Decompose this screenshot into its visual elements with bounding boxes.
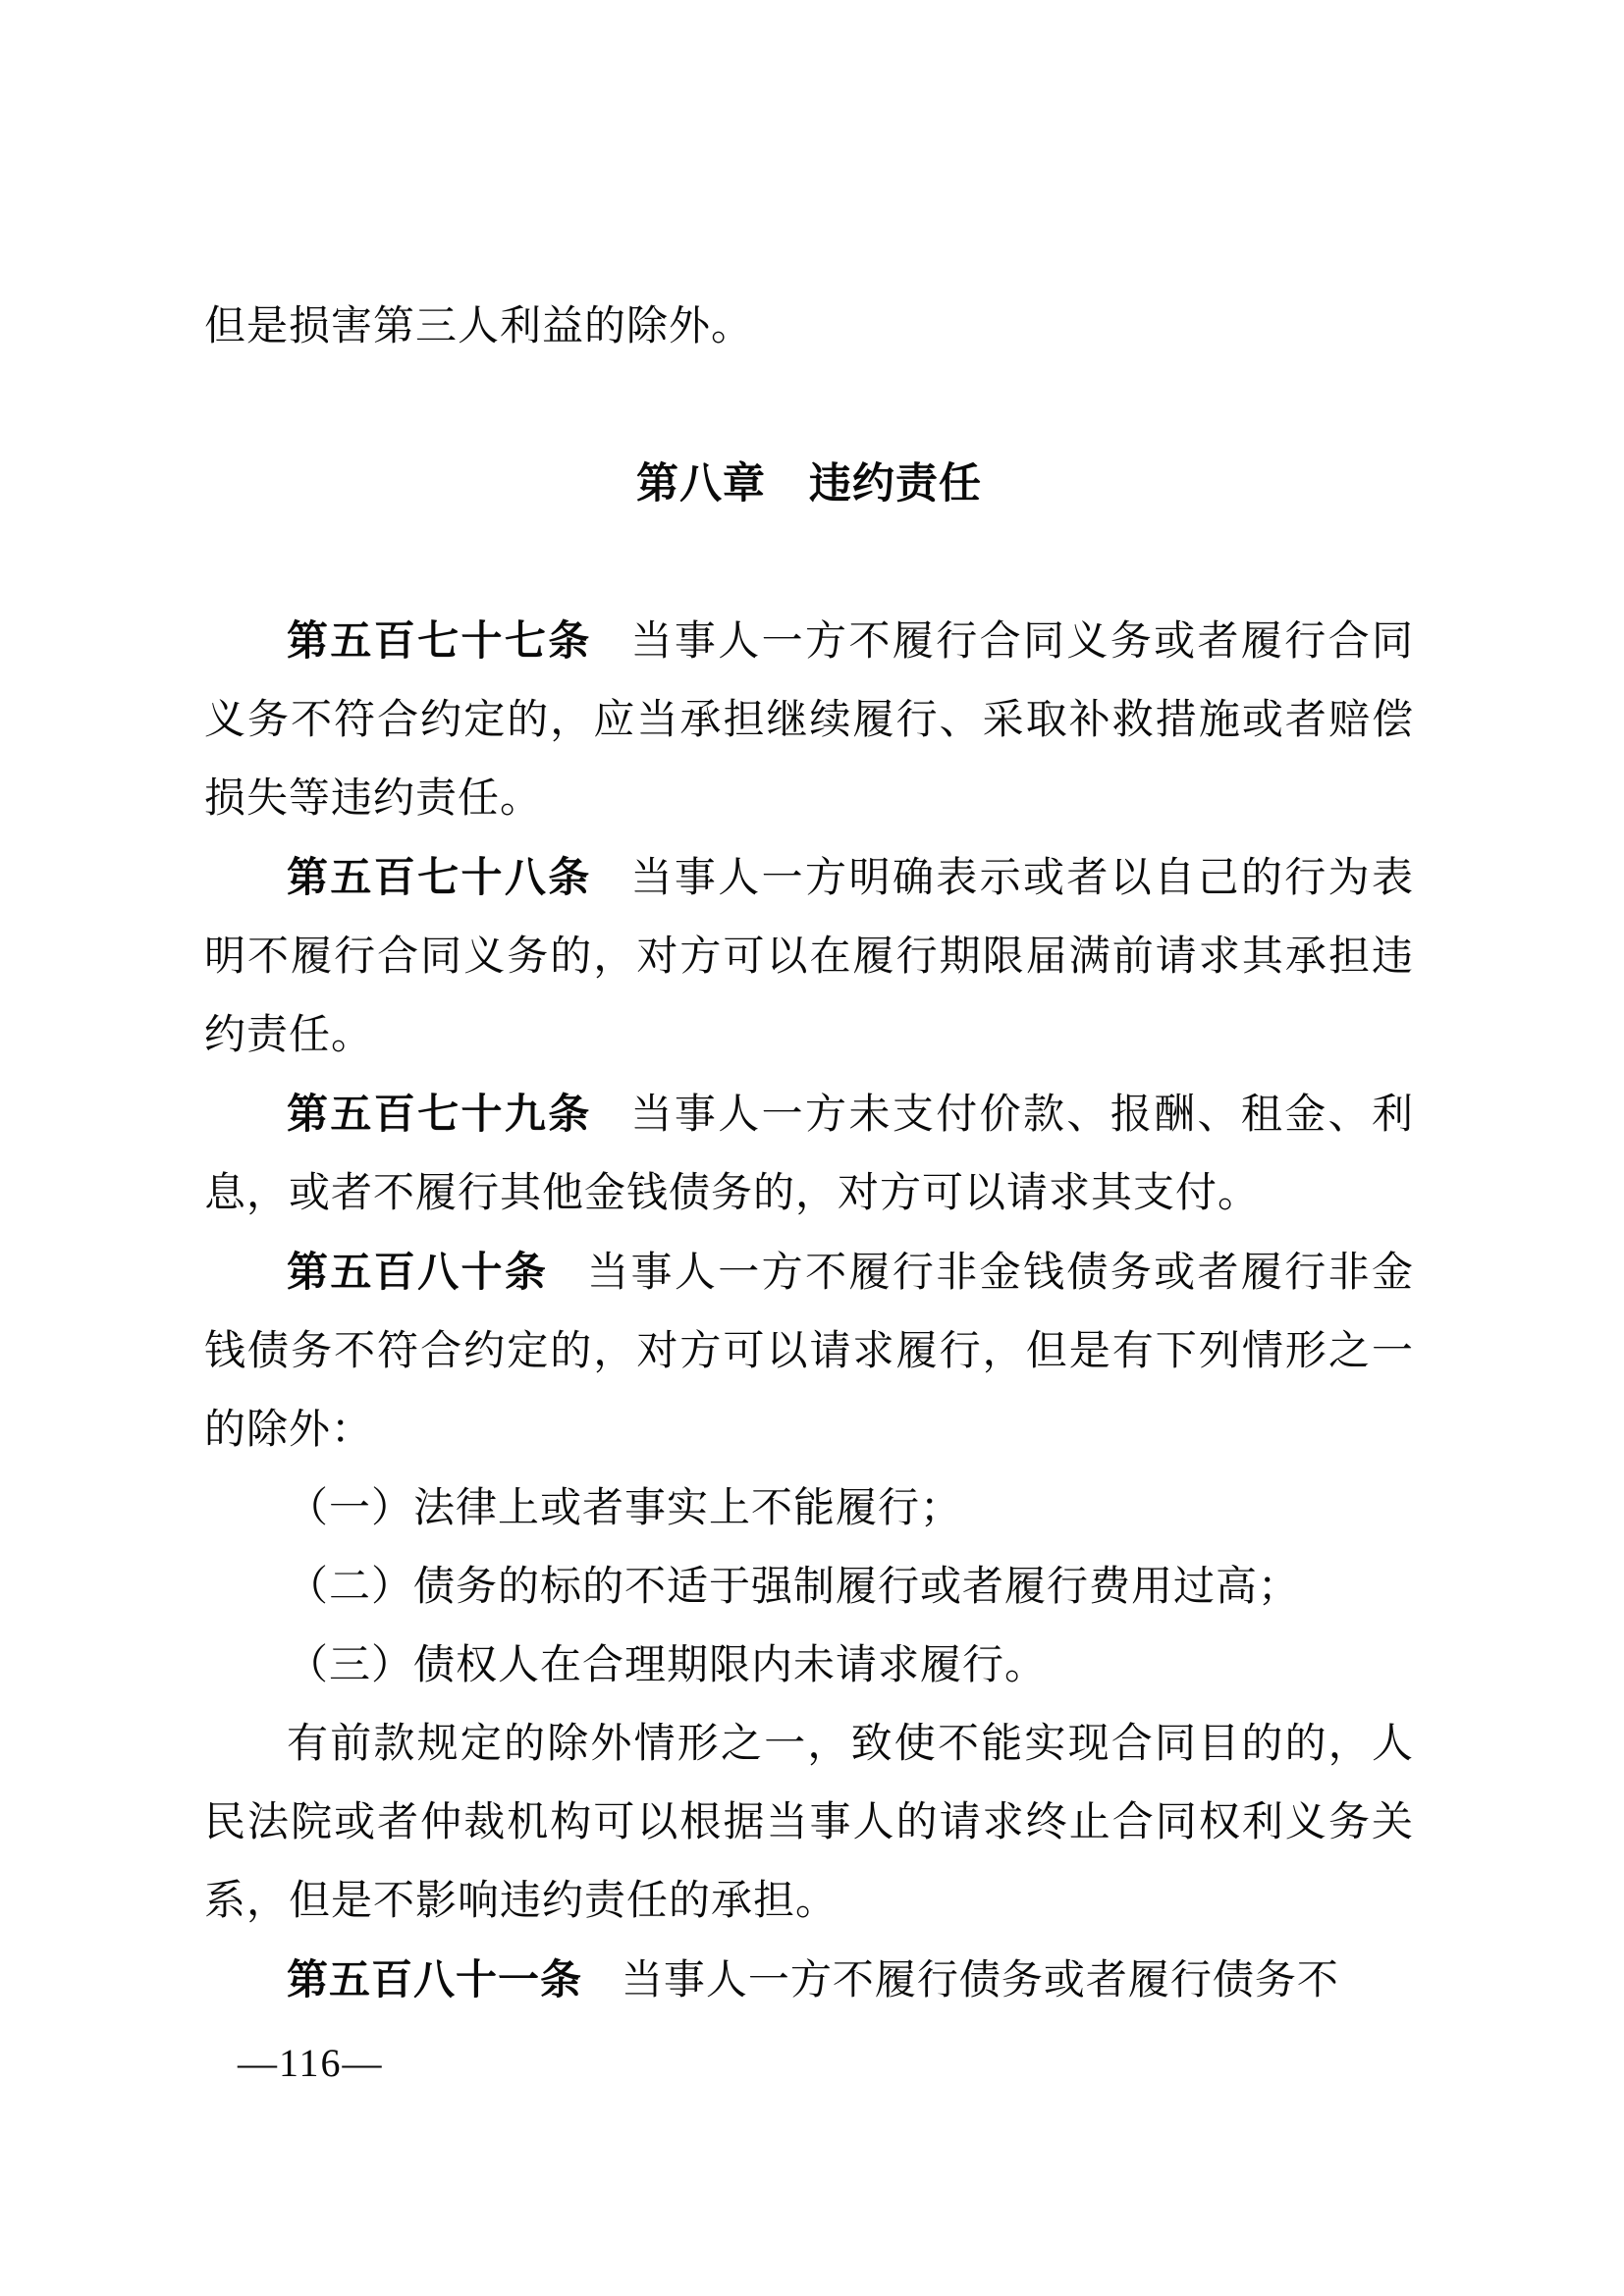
article-580-text: 当事人一方不履行非金钱债务或者履行非金钱债务不符合约定的，对方可以请求履行，但是有下列情形之一的除外： [204, 1251, 1414, 1453]
article-578-paragraph [204, 838, 1414, 1075]
paragraph-continuation: 但是损害第三人利益的除外。 [204, 304, 754, 349]
article-581-text: 当事人一方不履行债务或者履行债务不 [621, 1958, 1339, 2003]
article-581-number: 第五百八十一条 [287, 1956, 583, 2002]
article-579-paragraph [204, 1075, 1414, 1233]
article-579-text: 当事人一方未支付价款、报酬、租金、利息，或者不履行其他金钱债务的，对方可以请求其支付。 [204, 1093, 1414, 1216]
article-577-paragraph [204, 602, 1414, 838]
article-581-paragraph [204, 1941, 1414, 2020]
document-body [204, 288, 1414, 2020]
article-578-text: 当事人一方明确表示或者以自己的行为表明不履行合同义务的，对方可以在履行期限届满前请求其承担违约责任。 [204, 856, 1414, 1058]
article-580-closing-paragraph: 有前款规定的除外情形之一，致使不能实现合同目的的，人民法院或者仲裁机构可以根据当事人的请求终止合同权利义务关系，但是不影响违约责任的承担。 [204, 1722, 1414, 1924]
article-578-number: 第五百七十八条 [287, 854, 592, 900]
list-item-3: （三）债权人在合理期限内未请求履行。 [287, 1643, 1048, 1688]
article-580-number: 第五百八十条 [287, 1249, 549, 1295]
article-577-text: 当事人一方不履行合同义务或者履行合同义务不符合约定的，应当承担继续履行、采取补救措施或者赔偿损失等违约责任。 [204, 619, 1414, 822]
list-item-1: （一）法律上或者事实上不能履行； [287, 1486, 963, 1531]
list-item-2: （二）债务的标的不适于强制履行或者履行费用过高； [287, 1565, 1301, 1610]
article-577-number: 第五百七十七条 [287, 617, 592, 664]
article-579-number: 第五百七十九条 [287, 1091, 592, 1137]
page-number: —116— [238, 2041, 384, 2085]
article-580-paragraph [204, 1233, 1414, 1469]
chapter-heading: 第八章 违约责任 [636, 460, 982, 507]
